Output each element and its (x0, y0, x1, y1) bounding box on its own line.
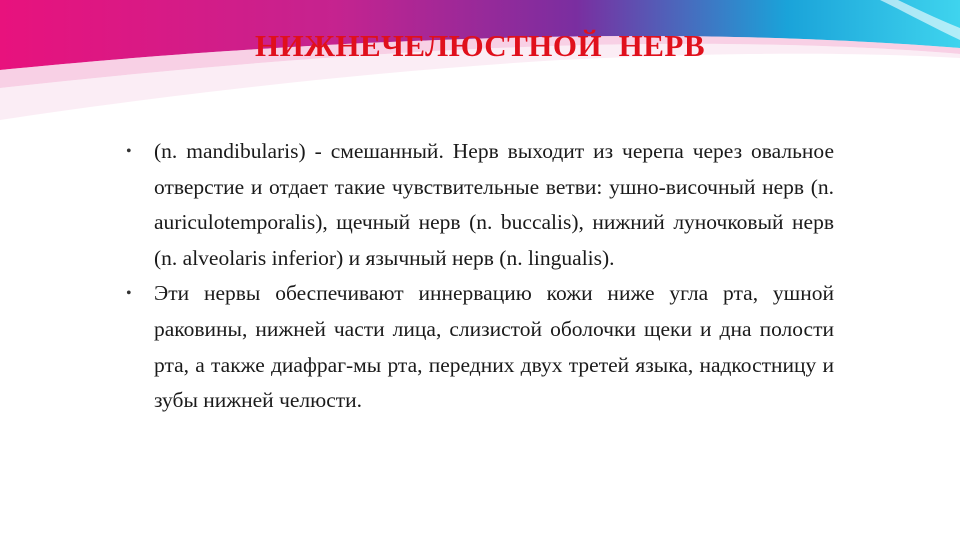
bullet-list (122, 134, 834, 419)
slide-title: НИЖНЕЧЕЛЮСТНОЙ НЕРВ (255, 28, 705, 63)
bullet-marker: • (126, 143, 132, 160)
list-item (122, 276, 834, 418)
bullet-text: Эти нервы обеспечивают иннервацию кожи ниже угла рта, ушной раковины, нижней части лица, слизистой оболочки щеки и дна полости рта, а также диафраг-мы рта, передних двух третей языка, надкостницу и зубы нижней челюсти. (154, 281, 834, 413)
list-item (122, 134, 834, 276)
bullet-text: (n. mandibularis) - смешанный. Нерв выходит из черепа через овальное отверстие и отдает такие чувствительные ветви: ушно-височный нерв (n. auriculotemporalis), щечный нерв (n. buccalis), нижний луночковый нерв (n. alveolaris inferior) и язычный нерв (n. lingualis). (154, 139, 834, 270)
bullet-marker: • (126, 285, 132, 303)
